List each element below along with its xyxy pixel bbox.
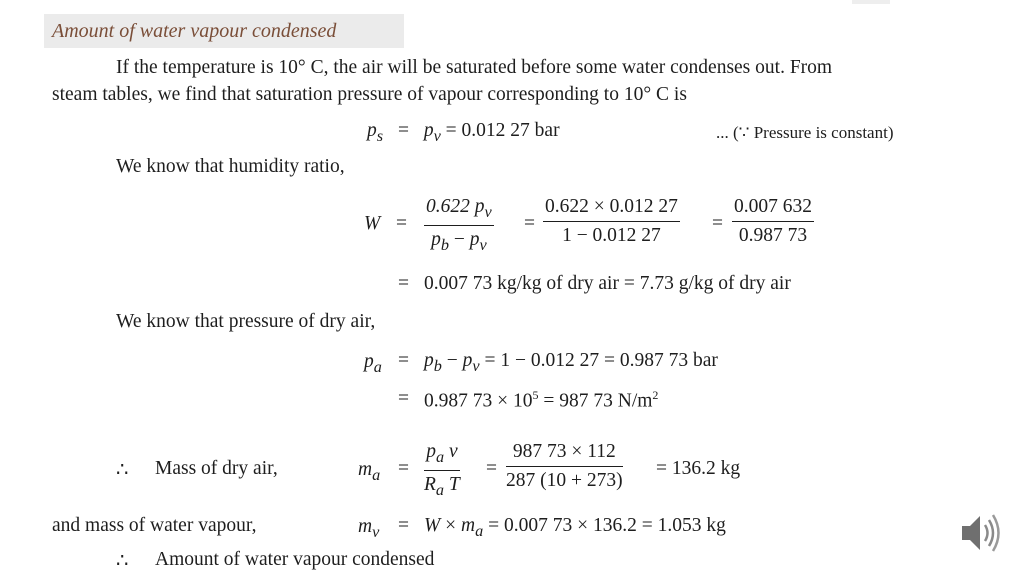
ps-symbol: $p_s$	[367, 120, 384, 145]
mass-water-vapour-label: and mass of water vapour,	[52, 515, 257, 536]
paragraph-line-2: steam tables, we find that saturation pressure of vapour corresponding to 10° C is	[52, 84, 687, 105]
equals-sign: =	[712, 213, 723, 234]
equals-sign: =	[524, 213, 535, 234]
equals-sign: =	[398, 388, 409, 409]
mass-water-vapour-expression: $W \times m_a = 0.007$ 73 × 136.2 = 1.053 kg	[424, 515, 726, 540]
therefore-symbol: ∴	[116, 551, 129, 572]
fraction-humidity-result: $\frac{0.007 632}{0.987 73}$	[734, 196, 812, 246]
equals-sign: =	[398, 350, 409, 371]
equals-sign: =	[398, 273, 409, 294]
pa-symbol: $p_a$	[364, 351, 382, 376]
speaker-icon[interactable]	[956, 508, 1006, 558]
fraction-humidity-formula: $\frac{0.622 p_v}{p_b - p_v}$	[426, 196, 492, 254]
final-amount-condensed: Amount of water vapour condensed	[155, 549, 435, 570]
equals-sign: =	[486, 458, 497, 479]
dry-air-pressure-intro: We know that pressure of dry air,	[116, 311, 376, 332]
equals-sign: =	[398, 515, 409, 536]
paragraph-line-1: If the temperature is 10° C, the air will be saturated before some water condenses out. From	[116, 57, 833, 78]
dry-air-pressure-line-1: $p_b - p_v = 1 - 0.012$ 27 = 0.987 73 bar	[424, 350, 718, 375]
mv-symbol: $m_v$	[358, 516, 380, 541]
pv-symbol: $p_v$	[423, 120, 441, 145]
equation-saturation-pressure	[367, 120, 560, 146]
w-symbol: W	[364, 213, 381, 234]
dry-air-pressure-line-2: 0.987 $73 \times 10^5 = 987$ 73 $N/m^2$	[424, 388, 659, 412]
ps-value: = 0.012 27 bar	[440, 120, 560, 141]
mass-dry-air-result: = 136.2 kg	[656, 458, 741, 479]
fraction-humidity-values: $\frac{0.622 \times 0.012 27}{1 - 0.012 27}$	[545, 196, 678, 246]
therefore-symbol: ∴	[116, 460, 129, 481]
humidity-ratio-result: 0.007 73 kg/kg of dry air = 7.73 g/kg of dry air	[424, 273, 791, 294]
constant-pressure-note: ... (∵ Pressure is constant)	[716, 123, 894, 142]
mass-dry-air-label: Mass of dry air,	[155, 458, 278, 479]
ma-symbol: $m_a$	[358, 459, 381, 484]
top-tab-ghost	[852, 0, 890, 4]
humidity-ratio-intro: We know that humidity ratio,	[116, 156, 345, 177]
equals-sign: =	[398, 458, 409, 479]
fraction-mass-values: $\frac{987 73 \times 112}{287 (10 + 273)}$	[506, 441, 623, 491]
section-heading: Amount of water vapour condensed	[52, 20, 337, 42]
equals-sign: =	[396, 213, 407, 234]
fraction-mass-formula: $\frac{p_a v}{R_a T}$	[424, 441, 460, 499]
equals-sign: =	[397, 120, 409, 141]
